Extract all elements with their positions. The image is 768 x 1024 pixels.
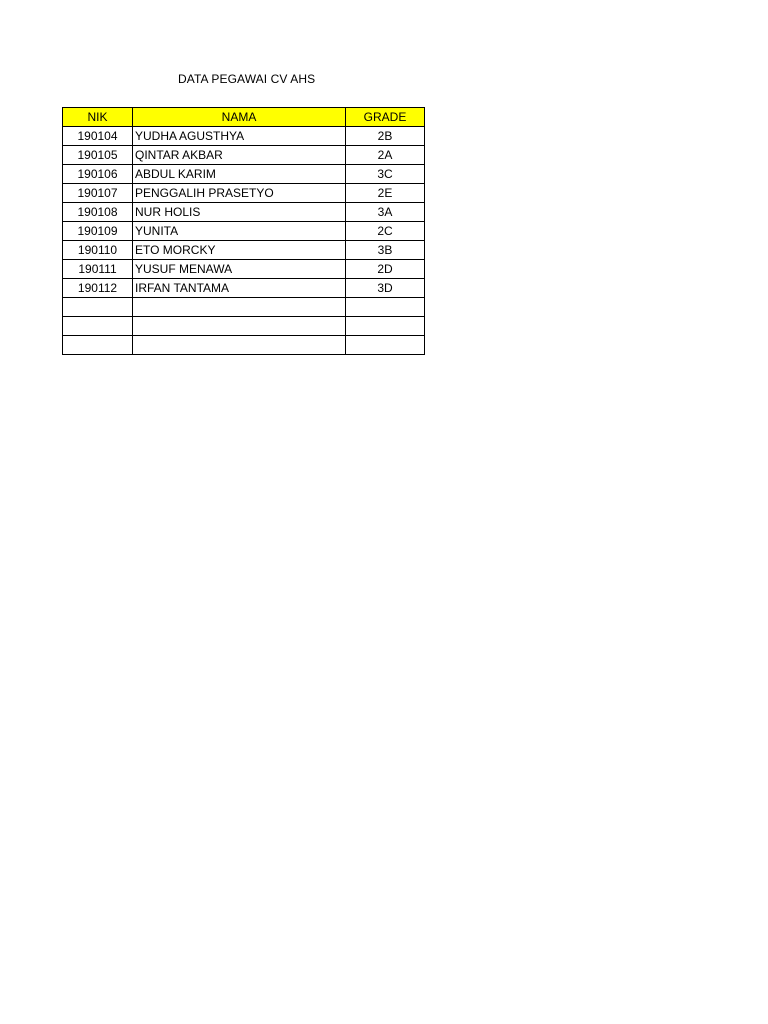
column-header-nik: NIK (63, 108, 133, 127)
cell-grade: 2C (346, 222, 425, 241)
table-row-empty (63, 317, 425, 336)
cell-nik: 190107 (63, 184, 133, 203)
table-header-row (63, 108, 425, 127)
table-row (63, 127, 425, 146)
cell-nama (133, 298, 346, 317)
cell-nik (63, 317, 133, 336)
cell-grade: 3B (346, 241, 425, 260)
cell-nama: YUSUF MENAWA (133, 260, 346, 279)
cell-nama: NUR HOLIS (133, 203, 346, 222)
cell-grade: 2A (346, 146, 425, 165)
cell-grade: 3D (346, 279, 425, 298)
cell-grade: 3A (346, 203, 425, 222)
cell-nik: 190105 (63, 146, 133, 165)
cell-nik (63, 298, 133, 317)
cell-nama (133, 336, 346, 355)
cell-grade: 2B (346, 127, 425, 146)
table-row (63, 165, 425, 184)
document-title: DATA PEGAWAI CV AHS (178, 72, 316, 86)
table-row-empty (63, 298, 425, 317)
cell-nama (133, 317, 346, 336)
cell-nik: 190104 (63, 127, 133, 146)
cell-nama: IRFAN TANTAMA (133, 279, 346, 298)
cell-grade: 2E (346, 184, 425, 203)
cell-grade: 2D (346, 260, 425, 279)
cell-nama: PENGGALIH PRASETYO (133, 184, 346, 203)
cell-grade (346, 336, 425, 355)
cell-nik (63, 336, 133, 355)
column-header-grade: GRADE (346, 108, 425, 127)
cell-grade (346, 317, 425, 336)
cell-nik: 190110 (63, 241, 133, 260)
cell-nama: ETO MORCKY (133, 241, 346, 260)
cell-nama: ABDUL KARIM (133, 165, 346, 184)
table-row (63, 241, 425, 260)
table-row (63, 184, 425, 203)
cell-nama: YUNITA (133, 222, 346, 241)
cell-nik: 190109 (63, 222, 133, 241)
table-row (63, 279, 425, 298)
cell-nama: QINTAR AKBAR (133, 146, 346, 165)
column-header-nama: NAMA (133, 108, 346, 127)
cell-nik: 190112 (63, 279, 133, 298)
table-row-empty (63, 336, 425, 355)
employee-table (62, 107, 425, 355)
cell-grade: 3C (346, 165, 425, 184)
cell-nik: 190111 (63, 260, 133, 279)
cell-nik: 190106 (63, 165, 133, 184)
table-row (63, 203, 425, 222)
table-row (63, 222, 425, 241)
table-row (63, 146, 425, 165)
cell-nik: 190108 (63, 203, 133, 222)
cell-grade (346, 298, 425, 317)
table-row (63, 260, 425, 279)
cell-nama: YUDHA AGUSTHYA (133, 127, 346, 146)
